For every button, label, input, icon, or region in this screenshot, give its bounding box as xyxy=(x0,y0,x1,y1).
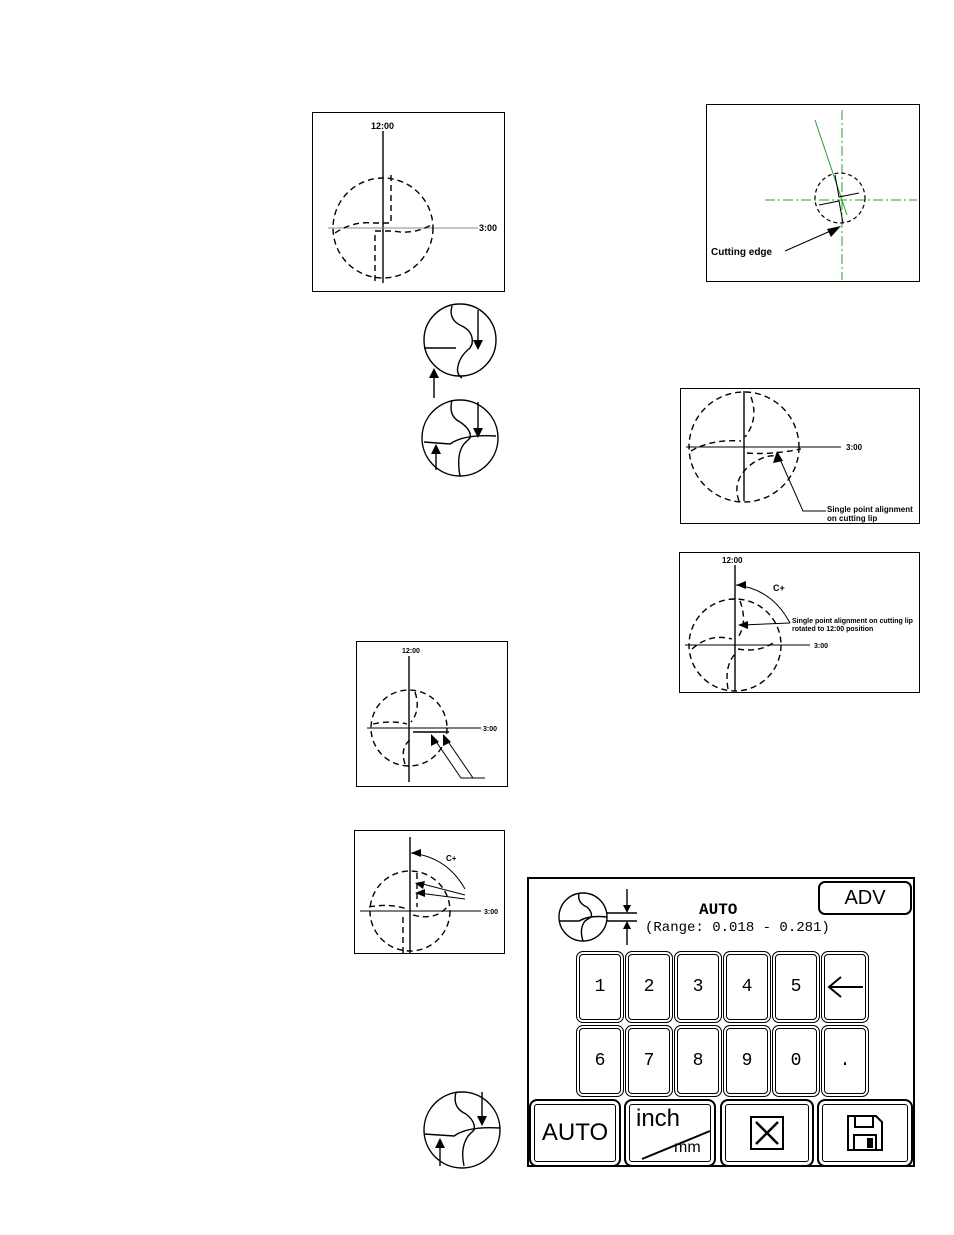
unit-toggle-button[interactable] xyxy=(624,1099,716,1167)
key-5[interactable] xyxy=(772,951,820,1023)
auto-button-label: AUTO xyxy=(541,1119,609,1146)
figure-drill-tips-pair xyxy=(412,304,507,482)
label-3-00: 3:00 xyxy=(846,443,863,452)
auto-button[interactable] xyxy=(529,1099,621,1167)
key-6[interactable] xyxy=(576,1025,624,1097)
callout-line-2: rotated to 12:00 position xyxy=(792,626,874,633)
label-3-00: 3:00 xyxy=(483,726,498,733)
x-box-icon xyxy=(749,1115,785,1151)
key-3-label: 3 xyxy=(692,977,704,997)
figure-drill-tip-bottom xyxy=(418,1086,508,1168)
adv-button[interactable]: ADV xyxy=(818,881,912,915)
key-5-label: 5 xyxy=(790,977,802,997)
figure-drill-end-view xyxy=(312,112,505,292)
figure-single-point-alignment xyxy=(680,388,920,524)
key-1-label: 1 xyxy=(594,977,606,997)
floppy-disk-icon xyxy=(845,1113,885,1153)
figure-rotated-to-12 xyxy=(679,552,920,693)
key-6-label: 6 xyxy=(594,1051,606,1071)
callout-line-2: on cutting lip xyxy=(827,514,878,523)
unit-mm-label: mm xyxy=(674,1139,701,1156)
label-3-00: 3:00 xyxy=(479,223,498,233)
key-2-label: 2 xyxy=(643,977,655,997)
key-7[interactable] xyxy=(625,1025,673,1097)
label-12-00: 12:00 xyxy=(371,121,395,131)
key-decimal[interactable] xyxy=(821,1025,869,1097)
callout-line-1: Single point alignment on cutting lip xyxy=(792,618,913,625)
key-0-label: 0 xyxy=(790,1051,802,1071)
unit-inch-label: inch xyxy=(636,1105,681,1132)
left-arrow-icon xyxy=(825,975,865,999)
mode-title: AUTO xyxy=(699,901,738,919)
figure-c-plus-rotation xyxy=(354,830,505,954)
key-1[interactable] xyxy=(576,951,624,1023)
figure-cutting-edge-crosshair xyxy=(706,104,920,282)
key-4-label: 4 xyxy=(741,977,753,997)
label-c-plus: C+ xyxy=(446,854,457,863)
label-c-plus: C+ xyxy=(773,583,785,593)
key-8[interactable] xyxy=(674,1025,722,1097)
key-2[interactable] xyxy=(625,951,673,1023)
cancel-button[interactable] xyxy=(720,1099,814,1167)
range-text: (Range: 0.018 - 0.281) xyxy=(645,920,830,936)
key-9-label: 9 xyxy=(741,1051,753,1071)
key-0[interactable] xyxy=(772,1025,820,1097)
key-3[interactable] xyxy=(674,951,722,1023)
label-12-00: 12:00 xyxy=(402,648,420,655)
key-4[interactable] xyxy=(723,951,771,1023)
label-12-00: 12:00 xyxy=(722,556,743,565)
key-decimal-label: . xyxy=(839,1051,851,1071)
callout-line-1: Single point alignment xyxy=(827,505,913,514)
figure-lip-pointers xyxy=(356,641,508,787)
save-button[interactable] xyxy=(817,1099,913,1167)
key-8-label: 8 xyxy=(692,1051,704,1071)
key-9[interactable] xyxy=(723,1025,771,1097)
touchscreen-keypad-panel xyxy=(527,877,915,1167)
drill-tip-icon xyxy=(557,887,637,947)
label-3-00: 3:00 xyxy=(814,643,829,650)
key-7-label: 7 xyxy=(643,1051,655,1071)
label-cutting-edge: Cutting edge xyxy=(711,247,773,258)
backspace-button[interactable] xyxy=(821,951,869,1023)
label-3-00: 3:00 xyxy=(484,909,499,916)
